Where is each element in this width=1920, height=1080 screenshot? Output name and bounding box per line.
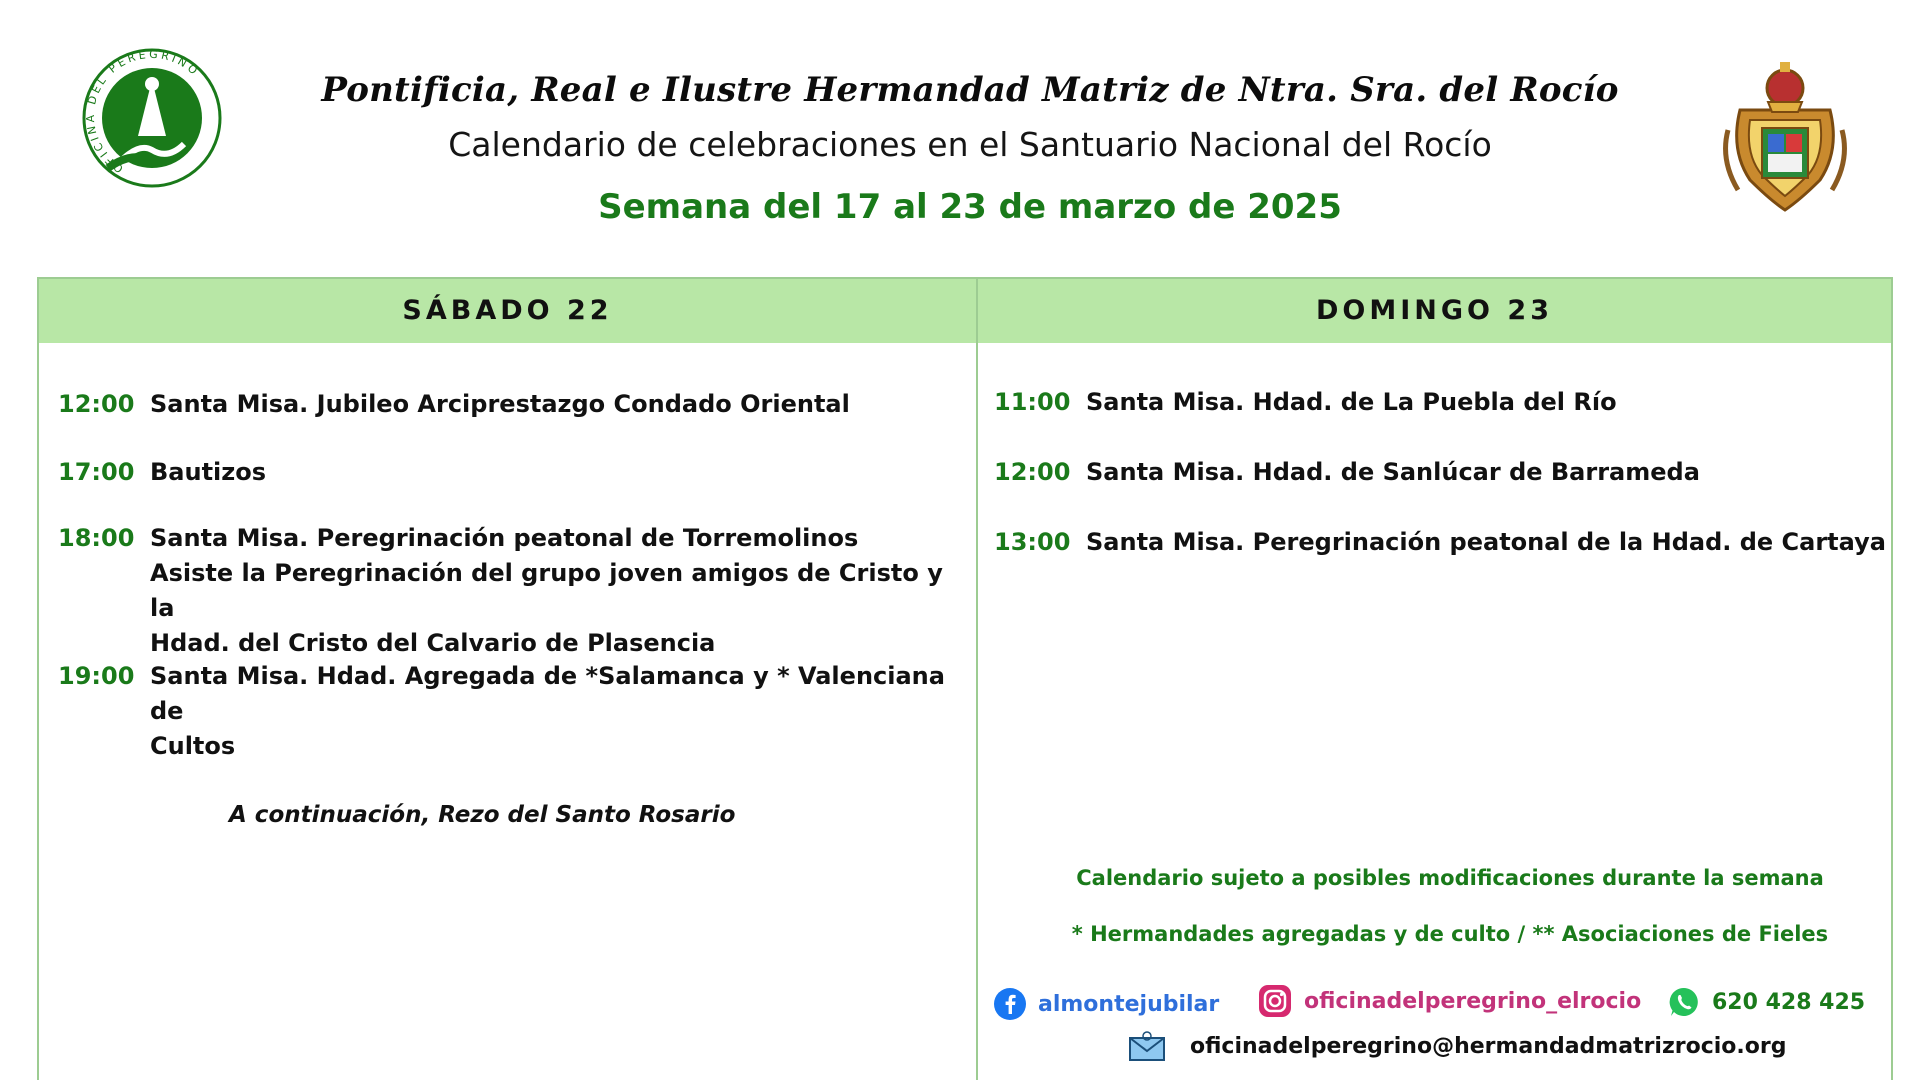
document-header (240, 66, 1700, 232)
instagram-handle: oficinadelperegrino_elrocio (1304, 988, 1642, 1014)
event-line: Santa Misa. Jubileo Arciprestazgo Condado Oriental (150, 390, 850, 418)
instagram-icon (1258, 984, 1292, 1018)
email-contact[interactable] (1128, 1030, 1787, 1062)
sunday-heading: DOMINGO 23 (1316, 295, 1553, 326)
event-time: 12:00 (58, 390, 135, 418)
whatsapp-contact[interactable] (1668, 986, 1865, 1018)
oficina-del-peregrino-logo (78, 46, 226, 188)
schedule-disclaimer: Calendario sujeto a posibles modificaciones durante la semana (1076, 866, 1824, 890)
saturday-event (58, 387, 950, 422)
event-time: 17:00 (58, 458, 135, 486)
logo-ring-text: OFICINA DEL PEREGRINO (83, 47, 203, 176)
event-line: Santa Misa. Hdad. Agregada de *Salamanca y * Valenciana de (150, 662, 945, 725)
event-time: 12:00 (994, 458, 1071, 486)
event-description (150, 455, 950, 490)
hermandad-coat-of-arms-icon (1720, 50, 1850, 220)
facebook-handle: almontejubilar (1038, 991, 1220, 1017)
event-time: 19:00 (58, 662, 135, 690)
sunday-event (994, 455, 1886, 490)
event-description (150, 659, 950, 764)
whatsapp-number: 620 428 425 (1712, 989, 1866, 1015)
event-line: Santa Misa. Peregrinación peatonal de Torremolinos (150, 524, 859, 552)
event-time: 11:00 (994, 388, 1071, 416)
event-line: Asiste la Peregrinación del grupo joven amigos de Cristo y la (150, 559, 943, 622)
saturday-heading: SÁBADO 22 (402, 295, 613, 326)
facebook-icon (994, 988, 1026, 1020)
sunday-event (994, 385, 1886, 420)
event-time: 18:00 (58, 524, 135, 552)
table-header-row (39, 279, 1891, 343)
event-line: Santa Misa. Hdad. de La Puebla del Río (1086, 388, 1617, 416)
event-description (1086, 525, 1886, 560)
envelope-icon (1128, 1030, 1166, 1062)
event-line: Bautizos (150, 458, 267, 486)
facebook-contact[interactable] (994, 988, 1219, 1020)
calendar-subtitle: Calendario de celebraciones en el Santuario Nacional del Rocío (448, 125, 1492, 164)
event-line: Santa Misa. Peregrinación peatonal de la Hdad. de Cartaya (1086, 528, 1886, 556)
event-line: Cultos (150, 732, 236, 760)
rosario-note: A continuación, Rezo del Santo Rosario (229, 802, 736, 828)
saturday-event (58, 455, 950, 490)
event-description (150, 521, 950, 661)
whatsapp-icon (1668, 986, 1700, 1018)
asterisk-legend: * Hermandades agregadas y de culto / ** Asociaciones de Fieles (1071, 922, 1829, 946)
event-description (1086, 455, 1886, 490)
instagram-contact[interactable] (1258, 984, 1641, 1018)
event-line: Hdad. del Cristo del Calvario de Plasencia (150, 629, 716, 657)
sunday-event (994, 525, 1886, 560)
email-address: oficinadelperegrino@hermandadmatrizrocio.org (1190, 1033, 1787, 1059)
hermandad-title: Pontificia, Real e Ilustre Hermandad Matriz de Ntra. Sra. del Rocío (321, 70, 1619, 110)
event-line: Santa Misa. Hdad. de Sanlúcar de Barrameda (1086, 458, 1700, 486)
column-divider (976, 279, 978, 1080)
event-time: 13:00 (994, 528, 1071, 556)
event-description (150, 387, 950, 422)
saturday-event (58, 521, 950, 661)
event-description (1086, 385, 1886, 420)
saturday-event (58, 659, 950, 764)
week-range: Semana del 17 al 23 de marzo de 2025 (598, 187, 1342, 227)
